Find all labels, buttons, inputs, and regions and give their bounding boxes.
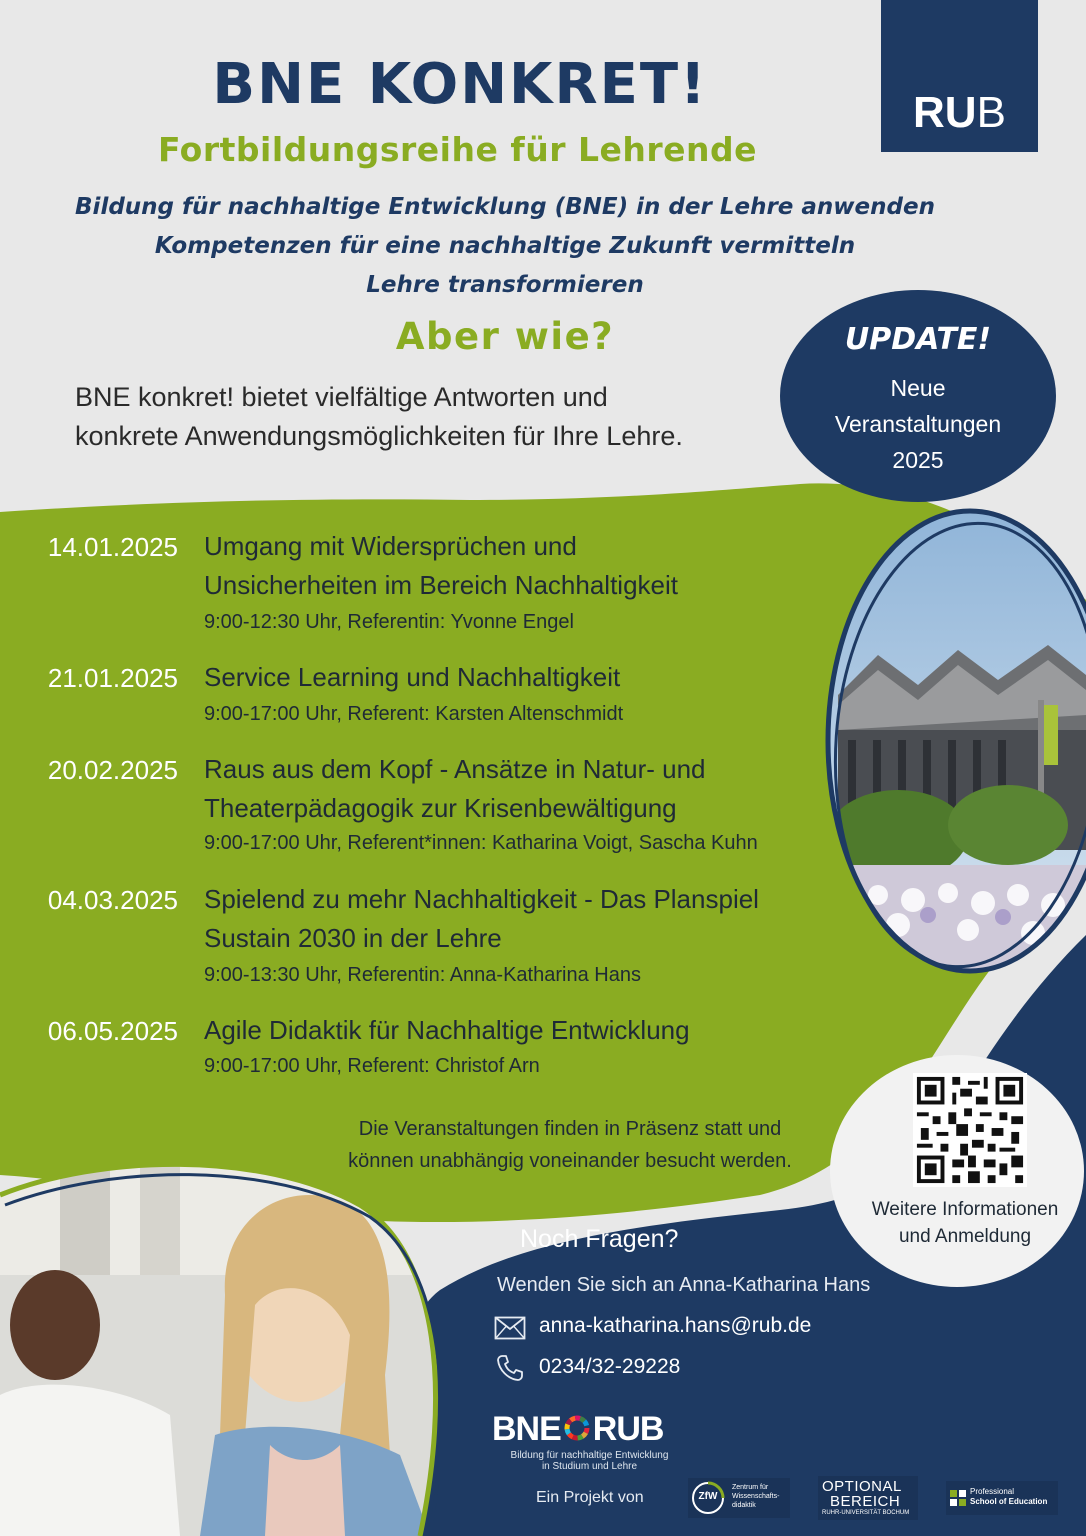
contact-intro: Wenden Sie sich an Anna-Katharina Hans [497,1274,871,1296]
event-title-line-1: Spielend zu mehr Nachhaltigkeit - Das Planspiel [204,884,759,914]
event-meta: 9:00-12:30 Uhr, Referentin: Yvonne Engel [204,611,574,633]
event-title [204,658,844,697]
event-meta: 9:00-17:00 Uhr, Referent: Christof Arn [204,1055,540,1077]
update-line-2: Veranstaltungen [834,411,1002,437]
update-line-3: 2025 [892,447,944,473]
bne-sub-line-1: Bildung für nachhaltige Entwicklung [510,1450,669,1461]
event-title-line-1: Service Learning und Nachhaltigkeit [204,662,621,692]
update-line-1: Neue [890,375,946,401]
event-meta: 9:00-17:00 Uhr, Referent*innen: Katharina Voigt, Sascha Kuhn [204,832,758,854]
event-date: 14.01.2025 [47,532,178,562]
bne-rub-logo [492,1410,663,1449]
event-title-line-1: Raus aus dem Kopf - Ansätze in Natur- und [204,754,706,784]
event-title [204,880,844,958]
rub-logo-bold: RU [913,88,977,137]
event-title-line-2: Theaterpädagogik zur Krisenbewältigung [204,793,677,823]
optional-line-3: RUHR-UNIVERSITÄT BOCHUM [822,1510,910,1516]
contact-heading: Noch Fragen? [520,1225,679,1253]
tagline-3: Lehre transformieren [366,272,644,298]
attendance-note [300,1113,840,1177]
pse-line-1: Professional [970,1487,1015,1496]
bne-logo-right: RUB [592,1410,664,1448]
qr-caption-line-2: und Anmeldung [898,1226,1032,1247]
event-meta: 9:00-13:30 Uhr, Referentin: Anna-Katharina Hans [204,964,641,986]
optional-line-2: BEREICH [830,1493,901,1510]
update-headline: UPDATE! [844,322,992,357]
event-date: 06.05.2025 [47,1016,178,1046]
update-text [780,370,1056,478]
zfw-name: Zentrum für Wissenschafts-didaktik [732,1484,780,1509]
event-title [204,750,844,828]
partner-logo-zfw[interactable] [688,1478,790,1518]
tagline-2: Kompetenzen für eine nachhaltige Zukunft vermitteln [154,233,856,259]
zfw-badge: ZfW [698,1491,718,1502]
mail-icon [494,1316,526,1340]
intro-line-2: konkrete Anwendungsmöglichkeiten für Ihre Lehre. [75,421,683,451]
pse-squares-icon [950,1490,966,1506]
optional-line-1: OPTIONAL [822,1478,902,1495]
question-heading: Aber wie? [395,315,615,358]
event-title-line-2: Unsicherheiten im Bereich Nachhaltigkeit [204,570,679,600]
page-title: BNE KONKRET! [212,52,708,117]
tagline-1: Bildung für nachhaltige Entwicklung (BNE) in der Lehre anwenden [75,194,935,220]
event-title [204,1011,844,1050]
bne-logo-subtitle [497,1450,682,1472]
project-by-label: Ein Projekt von [536,1489,644,1506]
update-badge [780,290,1056,502]
contact-email[interactable]: anna-katharina.hans@rub.de [539,1314,812,1337]
note-line-1: Die Veranstaltungen finden in Präsenz statt und [358,1118,782,1140]
qr-code-icon [913,1073,1027,1187]
intro-text [75,378,795,456]
qr-caption-line-1: Weitere Informationen [871,1199,1059,1220]
bne-sub-line-2: in Studium und Lehre [541,1461,638,1472]
people-photo [0,1135,440,1536]
contact-phone[interactable]: 0234/32-29228 [539,1355,681,1378]
event-title [204,527,844,605]
qr-code[interactable] [913,1073,1027,1187]
intro-line-1: BNE konkret! bietet vielfältige Antworten und [75,382,608,412]
campus-photo [818,505,1086,975]
partner-logo-optionalbereich[interactable] [818,1476,918,1520]
event-title-line-1: Agile Didaktik für Nachhaltige Entwicklung [204,1015,690,1045]
page-subtitle: Fortbildungsreihe für Lehrende [157,130,758,169]
event-title-line-2: Sustain 2030 in der Lehre [204,923,502,953]
sdg-wheel-icon [562,1413,592,1443]
event-title-line-1: Umgang mit Widersprüchen und [204,531,577,561]
event-date: 21.01.2025 [47,663,178,693]
pse-line-2: School of Education [970,1497,1048,1506]
phone-icon [496,1354,524,1382]
event-date: 20.02.2025 [47,755,178,785]
partner-logo-pse[interactable] [946,1481,1058,1515]
qr-caption [840,1196,1086,1250]
rub-logo-light: B [976,88,1006,137]
note-line-2: können unabhängig voneinander besucht werden. [348,1150,792,1172]
event-meta: 9:00-17:00 Uhr, Referent: Karsten Altenschmidt [204,703,624,725]
bne-logo-left: BNE [492,1410,561,1448]
event-date: 04.03.2025 [47,885,178,915]
